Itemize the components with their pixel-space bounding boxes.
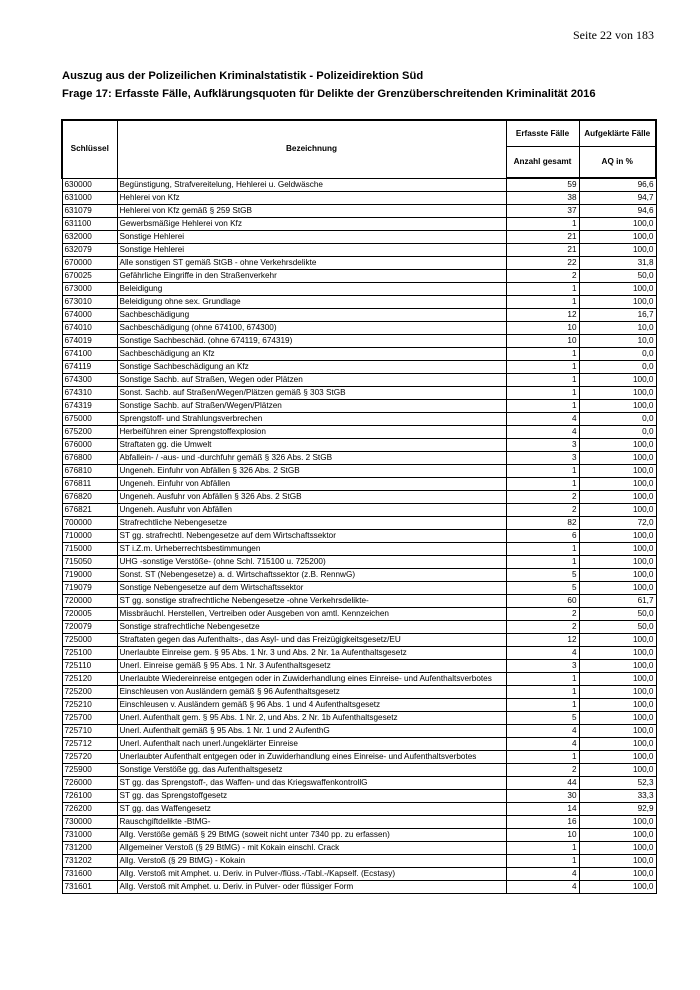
cell-description: Beleidigung ohne sex. Grundlage [117, 296, 506, 309]
cell-clearance-rate: 100,0 [579, 387, 656, 400]
cell-clearance-rate: 100,0 [579, 738, 656, 751]
cell-key: 725000 [62, 634, 117, 647]
cell-case-count: 1 [506, 465, 579, 478]
cell-case-count: 12 [506, 634, 579, 647]
cell-key: 731000 [62, 829, 117, 842]
cell-description: ST gg. das Sprengstoffgesetz [117, 790, 506, 803]
cell-key: 719079 [62, 582, 117, 595]
cell-case-count: 4 [506, 738, 579, 751]
cell-case-count: 5 [506, 712, 579, 725]
cell-key: 725210 [62, 699, 117, 712]
cell-description: Sachbeschädigung (ohne 674100, 674300) [117, 322, 506, 335]
cell-description: Beleidigung [117, 283, 506, 296]
cell-clearance-rate: 100,0 [579, 452, 656, 465]
table-row [62, 712, 656, 725]
cell-description: Allg. Verstoß mit Amphet. u. Deriv. in Pulver-/flüss.-/Tabl.-/Kapself. (Ecstasy) [117, 868, 506, 881]
table-row [62, 803, 656, 816]
cell-description: Einschleusen v. Ausländern gemäß § 96 Abs. 1 und 4 Aufenthaltsgesetz [117, 699, 506, 712]
table-row [62, 829, 656, 842]
cell-case-count: 30 [506, 790, 579, 803]
cell-case-count: 1 [506, 348, 579, 361]
cell-description: Sonstige strafrechtliche Nebengesetze [117, 621, 506, 634]
cell-clearance-rate: 100,0 [579, 829, 656, 842]
header-description: Bezeichnung [117, 120, 506, 178]
cell-clearance-rate: 100,0 [579, 439, 656, 452]
cell-description: Unerlaubte Einreise gem. § 95 Abs. 1 Nr. 3 und Abs. 2 Nr. 1a Aufenthaltsgesetz [117, 647, 506, 660]
cell-key: 674300 [62, 374, 117, 387]
cell-case-count: 1 [506, 387, 579, 400]
table-row [62, 699, 656, 712]
cell-key: 674100 [62, 348, 117, 361]
cell-case-count: 2 [506, 621, 579, 634]
cell-key: 674119 [62, 361, 117, 374]
table-row [62, 725, 656, 738]
cell-clearance-rate: 100,0 [579, 751, 656, 764]
table-row [62, 738, 656, 751]
cell-description: Hehlerei von Kfz gemäß § 259 StGB [117, 205, 506, 218]
cell-case-count: 5 [506, 569, 579, 582]
cell-key: 725710 [62, 725, 117, 738]
table-row [62, 270, 656, 283]
cell-key: 631100 [62, 218, 117, 231]
cell-description: Straftaten gegen das Aufenthalts-, das Asyl- und das Freizügigkeitsgesetz/EU [117, 634, 506, 647]
cell-clearance-rate: 100,0 [579, 218, 656, 231]
cell-clearance-rate: 0,0 [579, 361, 656, 374]
cell-clearance-rate: 100,0 [579, 634, 656, 647]
cell-case-count: 21 [506, 244, 579, 257]
table-row [62, 296, 656, 309]
cell-case-count: 2 [506, 764, 579, 777]
cell-clearance-rate: 0,0 [579, 348, 656, 361]
cell-description: Allg. Verstoß mit Amphet. u. Deriv. in Pulver- oder flüssiger Form [117, 881, 506, 894]
cell-key: 675200 [62, 426, 117, 439]
cell-key: 676000 [62, 439, 117, 452]
cell-description: Sonstige Sachbeschädigung an Kfz [117, 361, 506, 374]
cell-clearance-rate: 100,0 [579, 478, 656, 491]
cell-clearance-rate: 94,6 [579, 205, 656, 218]
cell-clearance-rate: 100,0 [579, 556, 656, 569]
cell-case-count: 16 [506, 816, 579, 829]
table-row [62, 374, 656, 387]
cell-clearance-rate: 100,0 [579, 296, 656, 309]
cell-clearance-rate: 100,0 [579, 816, 656, 829]
header-recorded-cases: Erfasste Fälle [506, 120, 579, 147]
cell-description: Allgemeiner Verstoß (§ 29 BtMG) - mit Kokain einschl. Crack [117, 842, 506, 855]
cell-clearance-rate: 100,0 [579, 491, 656, 504]
cell-case-count: 82 [506, 517, 579, 530]
page-number: Seite 22 von 183 [573, 28, 654, 42]
cell-description: Hehlerei von Kfz [117, 192, 506, 205]
table-row [62, 686, 656, 699]
cell-clearance-rate: 100,0 [579, 504, 656, 517]
cell-key: 676811 [62, 478, 117, 491]
cell-case-count: 1 [506, 686, 579, 699]
cell-description: Allg. Verstoß (§ 29 BtMG) - Kokain [117, 855, 506, 868]
table-row [62, 361, 656, 374]
cell-key: 731601 [62, 881, 117, 894]
cell-key: 725100 [62, 647, 117, 660]
cell-key: 731200 [62, 842, 117, 855]
cell-key: 725200 [62, 686, 117, 699]
table-row [62, 543, 656, 556]
cell-case-count: 1 [506, 855, 579, 868]
cell-case-count: 2 [506, 270, 579, 283]
cell-description: Unerl. Einreise gemäß § 95 Abs. 1 Nr. 3 Aufenthaltsgesetz [117, 660, 506, 673]
cell-key: 725900 [62, 764, 117, 777]
table-row [62, 608, 656, 621]
table-row [62, 491, 656, 504]
cell-clearance-rate: 10,0 [579, 322, 656, 335]
table-row [62, 582, 656, 595]
table-row [62, 595, 656, 608]
cell-clearance-rate: 100,0 [579, 725, 656, 738]
cell-clearance-rate: 100,0 [579, 231, 656, 244]
document-title: Auszug aus der Polizeilichen Kriminalstatistik - Polizeidirektion Süd [62, 70, 424, 82]
header-clearance-rate: AQ in % [579, 147, 656, 179]
cell-clearance-rate: 96,6 [579, 178, 656, 192]
table-row [62, 816, 656, 829]
cell-case-count: 3 [506, 439, 579, 452]
cell-key: 675000 [62, 413, 117, 426]
header-total-count: Anzahl gesamt [506, 147, 579, 179]
cell-key: 715000 [62, 543, 117, 556]
table-row [62, 322, 656, 335]
cell-description: Gefährliche Eingriffe in den Straßenverkehr [117, 270, 506, 283]
table-row [62, 218, 656, 231]
cell-key: 670000 [62, 257, 117, 270]
cell-case-count: 4 [506, 413, 579, 426]
cell-key: 720005 [62, 608, 117, 621]
table-row [62, 842, 656, 855]
cell-clearance-rate: 100,0 [579, 530, 656, 543]
cell-description: Begünstigung, Strafvereitelung, Hehlerei u. Geldwäsche [117, 178, 506, 192]
cell-description: Rauschgiftdelikte -BtMG- [117, 816, 506, 829]
table-row [62, 634, 656, 647]
cell-description: Sonstige Sachbeschäd. (ohne 674119, 674319) [117, 335, 506, 348]
cell-case-count: 14 [506, 803, 579, 816]
cell-clearance-rate: 100,0 [579, 244, 656, 257]
cell-description: Sonstige Sachb. auf Straßen/Wegen/Plätzen [117, 400, 506, 413]
table-row [62, 452, 656, 465]
cell-case-count: 1 [506, 543, 579, 556]
cell-description: Sonstige Hehlerei [117, 244, 506, 257]
cell-clearance-rate: 100,0 [579, 400, 656, 413]
cell-description: Unerlaubter Aufenthalt entgegen oder in Zuwiderhandlung eines Einreise- und Aufenthaltsverbotes [117, 751, 506, 764]
cell-case-count: 1 [506, 361, 579, 374]
cell-clearance-rate: 100,0 [579, 699, 656, 712]
cell-key: 726000 [62, 777, 117, 790]
cell-description: Gewerbsmäßige Hehlerei von Kfz [117, 218, 506, 231]
cell-description: Sachbeschädigung [117, 309, 506, 322]
table-row [62, 348, 656, 361]
cell-clearance-rate: 100,0 [579, 764, 656, 777]
cell-key: 676810 [62, 465, 117, 478]
cell-description: Ungeneh. Ausfuhr von Abfällen [117, 504, 506, 517]
header-cleared-cases: Aufgeklärte Fälle [579, 120, 656, 147]
table-row [62, 178, 656, 192]
cell-description: Sonstige Sachb. auf Straßen, Wegen oder Plätzen [117, 374, 506, 387]
cell-clearance-rate: 100,0 [579, 881, 656, 894]
cell-description: ST gg. das Sprengstoff-, das Waffen- und das KriegswaffenkontrollG [117, 777, 506, 790]
cell-case-count: 1 [506, 374, 579, 387]
cell-key: 725720 [62, 751, 117, 764]
table-row [62, 257, 656, 270]
cell-case-count: 4 [506, 426, 579, 439]
cell-clearance-rate: 100,0 [579, 660, 656, 673]
cell-case-count: 2 [506, 491, 579, 504]
cell-clearance-rate: 72,0 [579, 517, 656, 530]
cell-case-count: 2 [506, 504, 579, 517]
cell-description: Unerlaubte Wiedereinreise entgegen oder in Zuwiderhandlung eines Einreise- und Aufenthaltsverbotes [117, 673, 506, 686]
cell-clearance-rate: 50,0 [579, 621, 656, 634]
statistics-table [61, 119, 657, 894]
table-row [62, 478, 656, 491]
cell-description: ST gg. sonstige strafrechtliche Nebengesetze -ohne Verkehrsdelikte- [117, 595, 506, 608]
cell-case-count: 4 [506, 647, 579, 660]
cell-clearance-rate: 100,0 [579, 465, 656, 478]
cell-clearance-rate: 33,3 [579, 790, 656, 803]
cell-description: Sonstige Verstöße gg. das Aufenthaltsgesetz [117, 764, 506, 777]
table-body [62, 178, 656, 894]
table-row [62, 465, 656, 478]
cell-key: 674010 [62, 322, 117, 335]
cell-clearance-rate: 52,3 [579, 777, 656, 790]
cell-key: 715050 [62, 556, 117, 569]
cell-case-count: 1 [506, 478, 579, 491]
cell-case-count: 1 [506, 296, 579, 309]
table-header [62, 120, 656, 178]
cell-clearance-rate: 61,7 [579, 595, 656, 608]
cell-key: 632000 [62, 231, 117, 244]
cell-description: Herbeiführen einer Sprengstoffexplosion [117, 426, 506, 439]
cell-case-count: 60 [506, 595, 579, 608]
cell-case-count: 4 [506, 868, 579, 881]
cell-description: UHG -sonstige Verstöße- (ohne Schl. 715100 u. 725200) [117, 556, 506, 569]
cell-key: 674019 [62, 335, 117, 348]
cell-description: Sonstige Hehlerei [117, 231, 506, 244]
cell-key: 719000 [62, 569, 117, 582]
cell-key: 670025 [62, 270, 117, 283]
cell-description: ST gg. das Waffengesetz [117, 803, 506, 816]
cell-description: Ungeneh. Ausfuhr von Abfällen § 326 Abs. 2 StGB [117, 491, 506, 504]
cell-clearance-rate: 100,0 [579, 712, 656, 725]
cell-case-count: 10 [506, 322, 579, 335]
cell-case-count: 1 [506, 673, 579, 686]
cell-case-count: 59 [506, 178, 579, 192]
table-row [62, 400, 656, 413]
cell-description: ST i.Z.m. Urheberrechtsbestimmungen [117, 543, 506, 556]
table-row [62, 309, 656, 322]
cell-description: Alle sonstigen ST gemäß StGB - ohne Verkehrsdelikte [117, 257, 506, 270]
cell-case-count: 1 [506, 751, 579, 764]
cell-clearance-rate: 100,0 [579, 686, 656, 699]
table-row [62, 387, 656, 400]
table-row [62, 192, 656, 205]
cell-description: ST gg. strafrechtl. Nebengesetze auf dem Wirtschaftssektor [117, 530, 506, 543]
table-row [62, 751, 656, 764]
cell-case-count: 38 [506, 192, 579, 205]
cell-description: Unerl. Aufenthalt nach unerl./ungeklärter Einreise [117, 738, 506, 751]
cell-case-count: 21 [506, 231, 579, 244]
cell-clearance-rate: 94,7 [579, 192, 656, 205]
cell-key: 725700 [62, 712, 117, 725]
cell-clearance-rate: 100,0 [579, 673, 656, 686]
cell-clearance-rate: 16,7 [579, 309, 656, 322]
cell-clearance-rate: 50,0 [579, 270, 656, 283]
cell-case-count: 3 [506, 660, 579, 673]
cell-description: Missbräuchl. Herstellen, Vertreiben oder Ausgeben von amtl. Kennzeichen [117, 608, 506, 621]
table-row [62, 660, 656, 673]
cell-description: Sprengstoff- und Strahlungsverbrechen [117, 413, 506, 426]
cell-case-count: 2 [506, 608, 579, 621]
table-row [62, 439, 656, 452]
cell-key: 710000 [62, 530, 117, 543]
cell-case-count: 1 [506, 283, 579, 296]
table-row [62, 764, 656, 777]
cell-key: 673010 [62, 296, 117, 309]
cell-key: 674310 [62, 387, 117, 400]
header-key: Schlüssel [62, 120, 117, 178]
cell-key: 630000 [62, 178, 117, 192]
cell-case-count: 12 [506, 309, 579, 322]
cell-clearance-rate: 31,8 [579, 257, 656, 270]
cell-case-count: 10 [506, 829, 579, 842]
cell-case-count: 4 [506, 881, 579, 894]
cell-clearance-rate: 92,9 [579, 803, 656, 816]
table-row [62, 335, 656, 348]
table-row [62, 868, 656, 881]
cell-clearance-rate: 100,0 [579, 543, 656, 556]
cell-description: Sonst. Sachb. auf Straßen/Wegen/Plätzen gemäß § 303 StGB [117, 387, 506, 400]
table-row [62, 556, 656, 569]
cell-description: Sachbeschädigung an Kfz [117, 348, 506, 361]
cell-key: 725712 [62, 738, 117, 751]
cell-case-count: 5 [506, 582, 579, 595]
table-row [62, 283, 656, 296]
cell-clearance-rate: 100,0 [579, 647, 656, 660]
cell-key: 676820 [62, 491, 117, 504]
table-row [62, 881, 656, 894]
cell-clearance-rate: 0,0 [579, 426, 656, 439]
cell-key: 731202 [62, 855, 117, 868]
cell-key: 720079 [62, 621, 117, 634]
cell-key: 631079 [62, 205, 117, 218]
cell-case-count: 44 [506, 777, 579, 790]
cell-key: 720000 [62, 595, 117, 608]
cell-case-count: 3 [506, 452, 579, 465]
cell-key: 673000 [62, 283, 117, 296]
cell-clearance-rate: 100,0 [579, 842, 656, 855]
cell-case-count: 10 [506, 335, 579, 348]
table-row [62, 205, 656, 218]
table-row [62, 244, 656, 257]
cell-description: Abfallein- / -aus- und -durchfuhr gemäß § 326 Abs. 2 StGB [117, 452, 506, 465]
cell-case-count: 4 [506, 725, 579, 738]
cell-key: 674000 [62, 309, 117, 322]
cell-clearance-rate: 0,0 [579, 413, 656, 426]
cell-key: 676821 [62, 504, 117, 517]
table-row [62, 790, 656, 803]
cell-clearance-rate: 100,0 [579, 374, 656, 387]
cell-clearance-rate: 50,0 [579, 608, 656, 621]
table-row [62, 673, 656, 686]
cell-key: 731600 [62, 868, 117, 881]
cell-case-count: 1 [506, 699, 579, 712]
cell-key: 632079 [62, 244, 117, 257]
cell-clearance-rate: 100,0 [579, 569, 656, 582]
cell-case-count: 1 [506, 400, 579, 413]
cell-key: 726100 [62, 790, 117, 803]
table-row [62, 530, 656, 543]
cell-key: 674319 [62, 400, 117, 413]
cell-key: 725120 [62, 673, 117, 686]
cell-description: Einschleusen von Ausländern gemäß § 96 Aufenthaltsgesetz [117, 686, 506, 699]
cell-clearance-rate: 100,0 [579, 283, 656, 296]
cell-clearance-rate: 10,0 [579, 335, 656, 348]
table-row [62, 621, 656, 634]
cell-description: Sonstige Nebengesetze auf dem Wirtschaftssektor [117, 582, 506, 595]
cell-description: Unerl. Aufenthalt gemäß § 95 Abs. 1 Nr. 1 und 2 AufenthG [117, 725, 506, 738]
cell-clearance-rate: 100,0 [579, 582, 656, 595]
table-row [62, 777, 656, 790]
cell-key: 631000 [62, 192, 117, 205]
table-row [62, 647, 656, 660]
table-row [62, 569, 656, 582]
document-heading [62, 67, 662, 103]
cell-case-count: 22 [506, 257, 579, 270]
cell-key: 725110 [62, 660, 117, 673]
document-subtitle: Frage 17: Erfasste Fälle, Aufklärungsquoten für Delikte der Grenzüberschreitenden Kriminalität 2016 [62, 88, 596, 100]
cell-description: Ungeneh. Einfuhr von Abfällen § 326 Abs. 2 StGB [117, 465, 506, 478]
cell-description: Ungeneh. Einfuhr von Abfällen [117, 478, 506, 491]
cell-case-count: 1 [506, 556, 579, 569]
cell-description: Strafrechtliche Nebengesetze [117, 517, 506, 530]
table-row [62, 517, 656, 530]
cell-key: 676800 [62, 452, 117, 465]
cell-clearance-rate: 100,0 [579, 868, 656, 881]
cell-description: Straftaten gg. die Umwelt [117, 439, 506, 452]
cell-key: 726200 [62, 803, 117, 816]
cell-description: Sonst. ST (Nebengesetze) a. d. Wirtschaftssektor (z.B. RennwG) [117, 569, 506, 582]
cell-description: Unerl. Aufenthalt gem. § 95 Abs. 1 Nr. 2, und Abs. 2 Nr. 1b Aufenthaltsgesetz [117, 712, 506, 725]
cell-case-count: 6 [506, 530, 579, 543]
table-row [62, 504, 656, 517]
table-row [62, 426, 656, 439]
cell-clearance-rate: 100,0 [579, 855, 656, 868]
cell-case-count: 1 [506, 842, 579, 855]
table-row [62, 231, 656, 244]
table-row [62, 855, 656, 868]
cell-key: 730000 [62, 816, 117, 829]
table-row [62, 413, 656, 426]
cell-case-count: 37 [506, 205, 579, 218]
cell-description: Allg. Verstöße gemäß § 29 BtMG (soweit nicht unter 7340 pp. zu erfassen) [117, 829, 506, 842]
cell-key: 700000 [62, 517, 117, 530]
cell-case-count: 1 [506, 218, 579, 231]
